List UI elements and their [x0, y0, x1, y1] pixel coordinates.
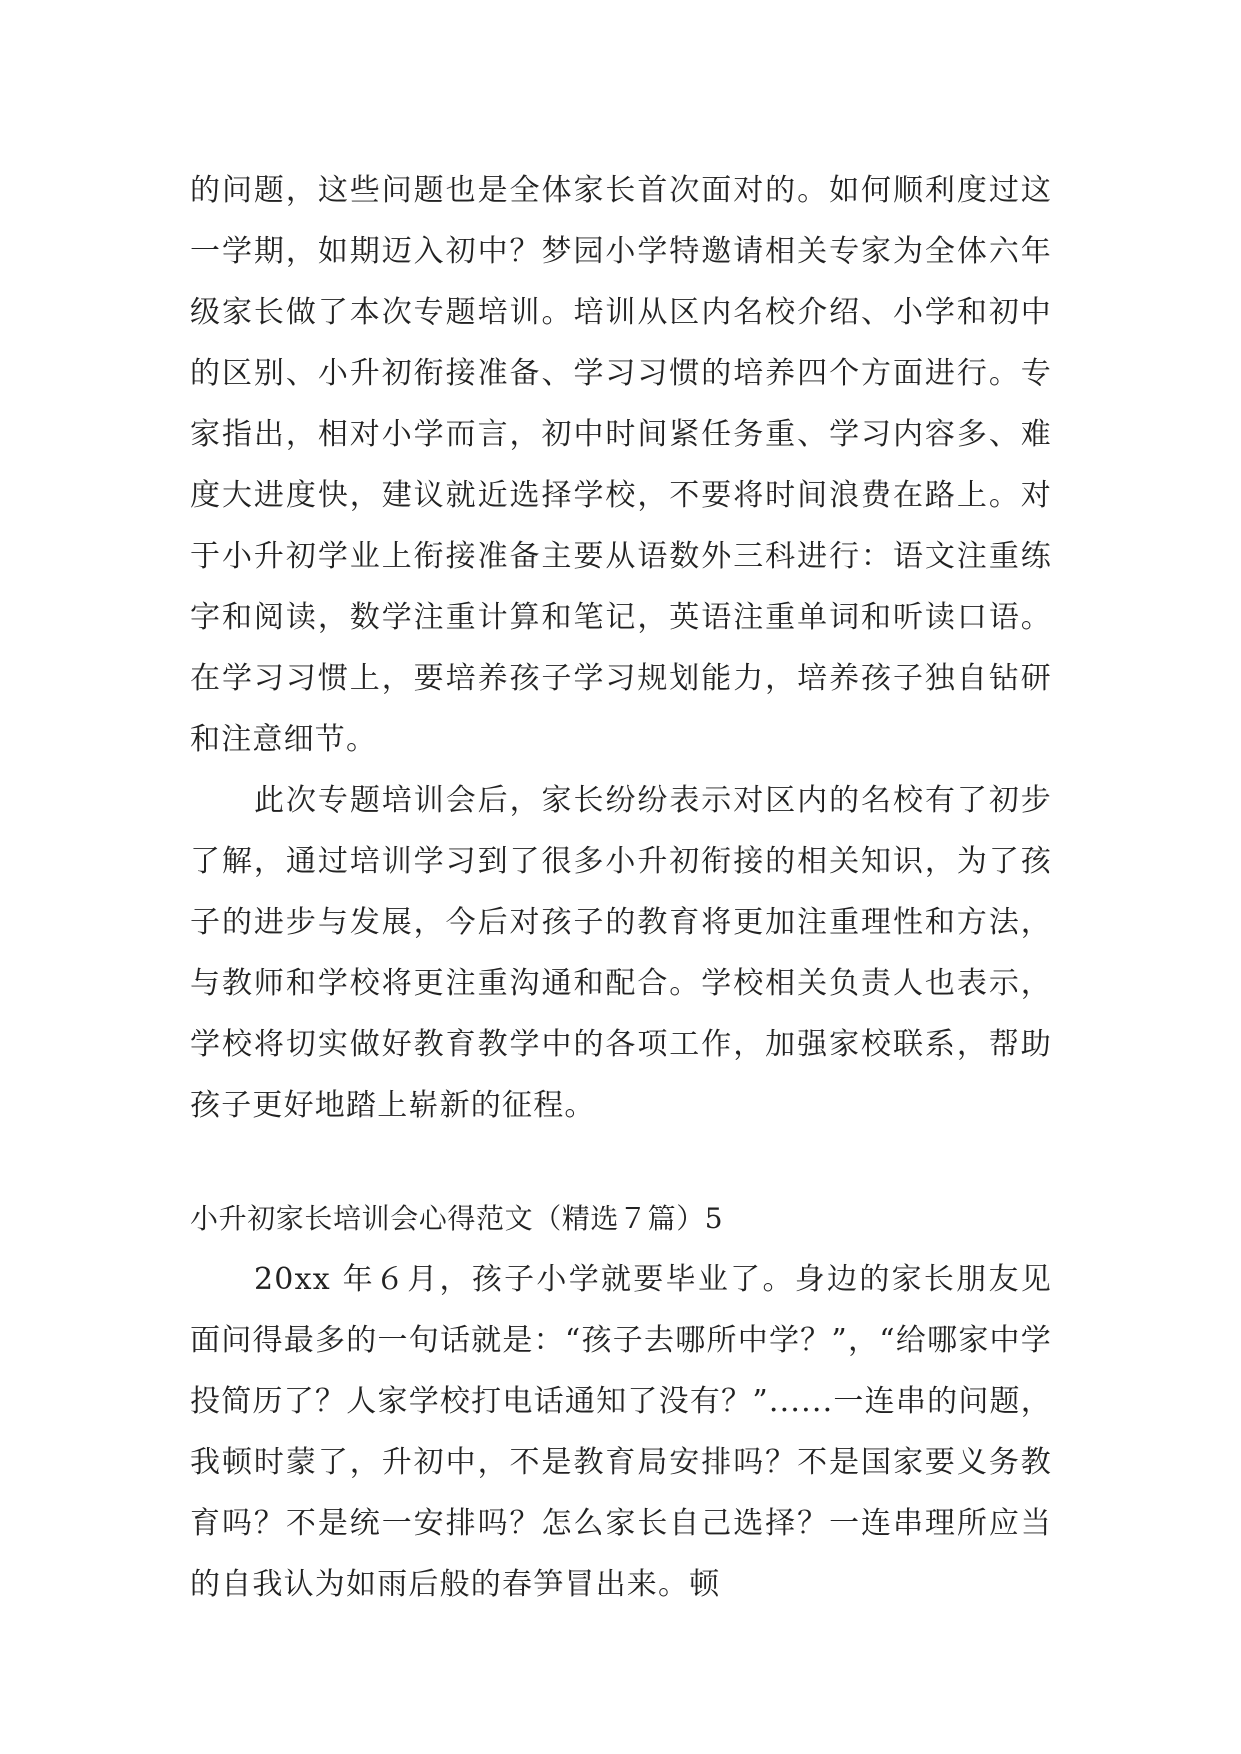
section-heading: 小升初家长培训会心得范文（精选７篇）5	[190, 1202, 724, 1235]
paragraph-continuation: 的问题，这些问题也是全体家长首次面对的。如何顺利度过这一学期，如期迈入初中？梦园小学特邀请相关专家为全体六年级家长做了本次专题培训。培训从区内名校介绍、小学和初中的区别、小升初衔接准备、学习习惯的培养四个方面进行。专家指出，相对小学而言，初中时间紧任务重、学习内容多、难度大进度快，建议就近选择学校，不要将时间浪费在路上。对于小升初学业上衔接准备主要从语数外三科进行：语文注重练字和阅读，数学注重计算和笔记，英语注重单词和听读口语。在学习习惯上，要培养孩子学习规划能力，培养孩子独自钻研和注意细节。	[190, 173, 1052, 757]
paragraph-conclusion: 此次专题培训会后，家长纷纷表示对区内的名校有了初步了解，通过培训学习到了很多小升初衔接的相关知识，为了孩子的进步与发展，今后对孩子的教育将更加注重理性和方法，与教师和学校将更注重沟通和配合。学校相关负责人也表示，学校将切实做好教育教学中的各项工作，加强家校联系，帮助孩子更好地踏上崭新的征程。	[190, 783, 1052, 1123]
paragraph-essay-5-opening: 20xx 年６月，孩子小学就要毕业了。身边的家长朋友见面问得最多的一句话就是：“孩子去哪所中学？”，“给哪家中学投简历了？人家学校打电话通知了没有？”......一连串的问题，我顿时蒙了，升初中，不是教育局安排吗？不是国家要义务教育吗？不是统一安排吗？怎么家长自己选择？一连串理所应当的自我认为如雨后般的春笋冒出来。顿	[190, 1262, 1052, 1602]
document-body	[190, 160, 1052, 1615]
